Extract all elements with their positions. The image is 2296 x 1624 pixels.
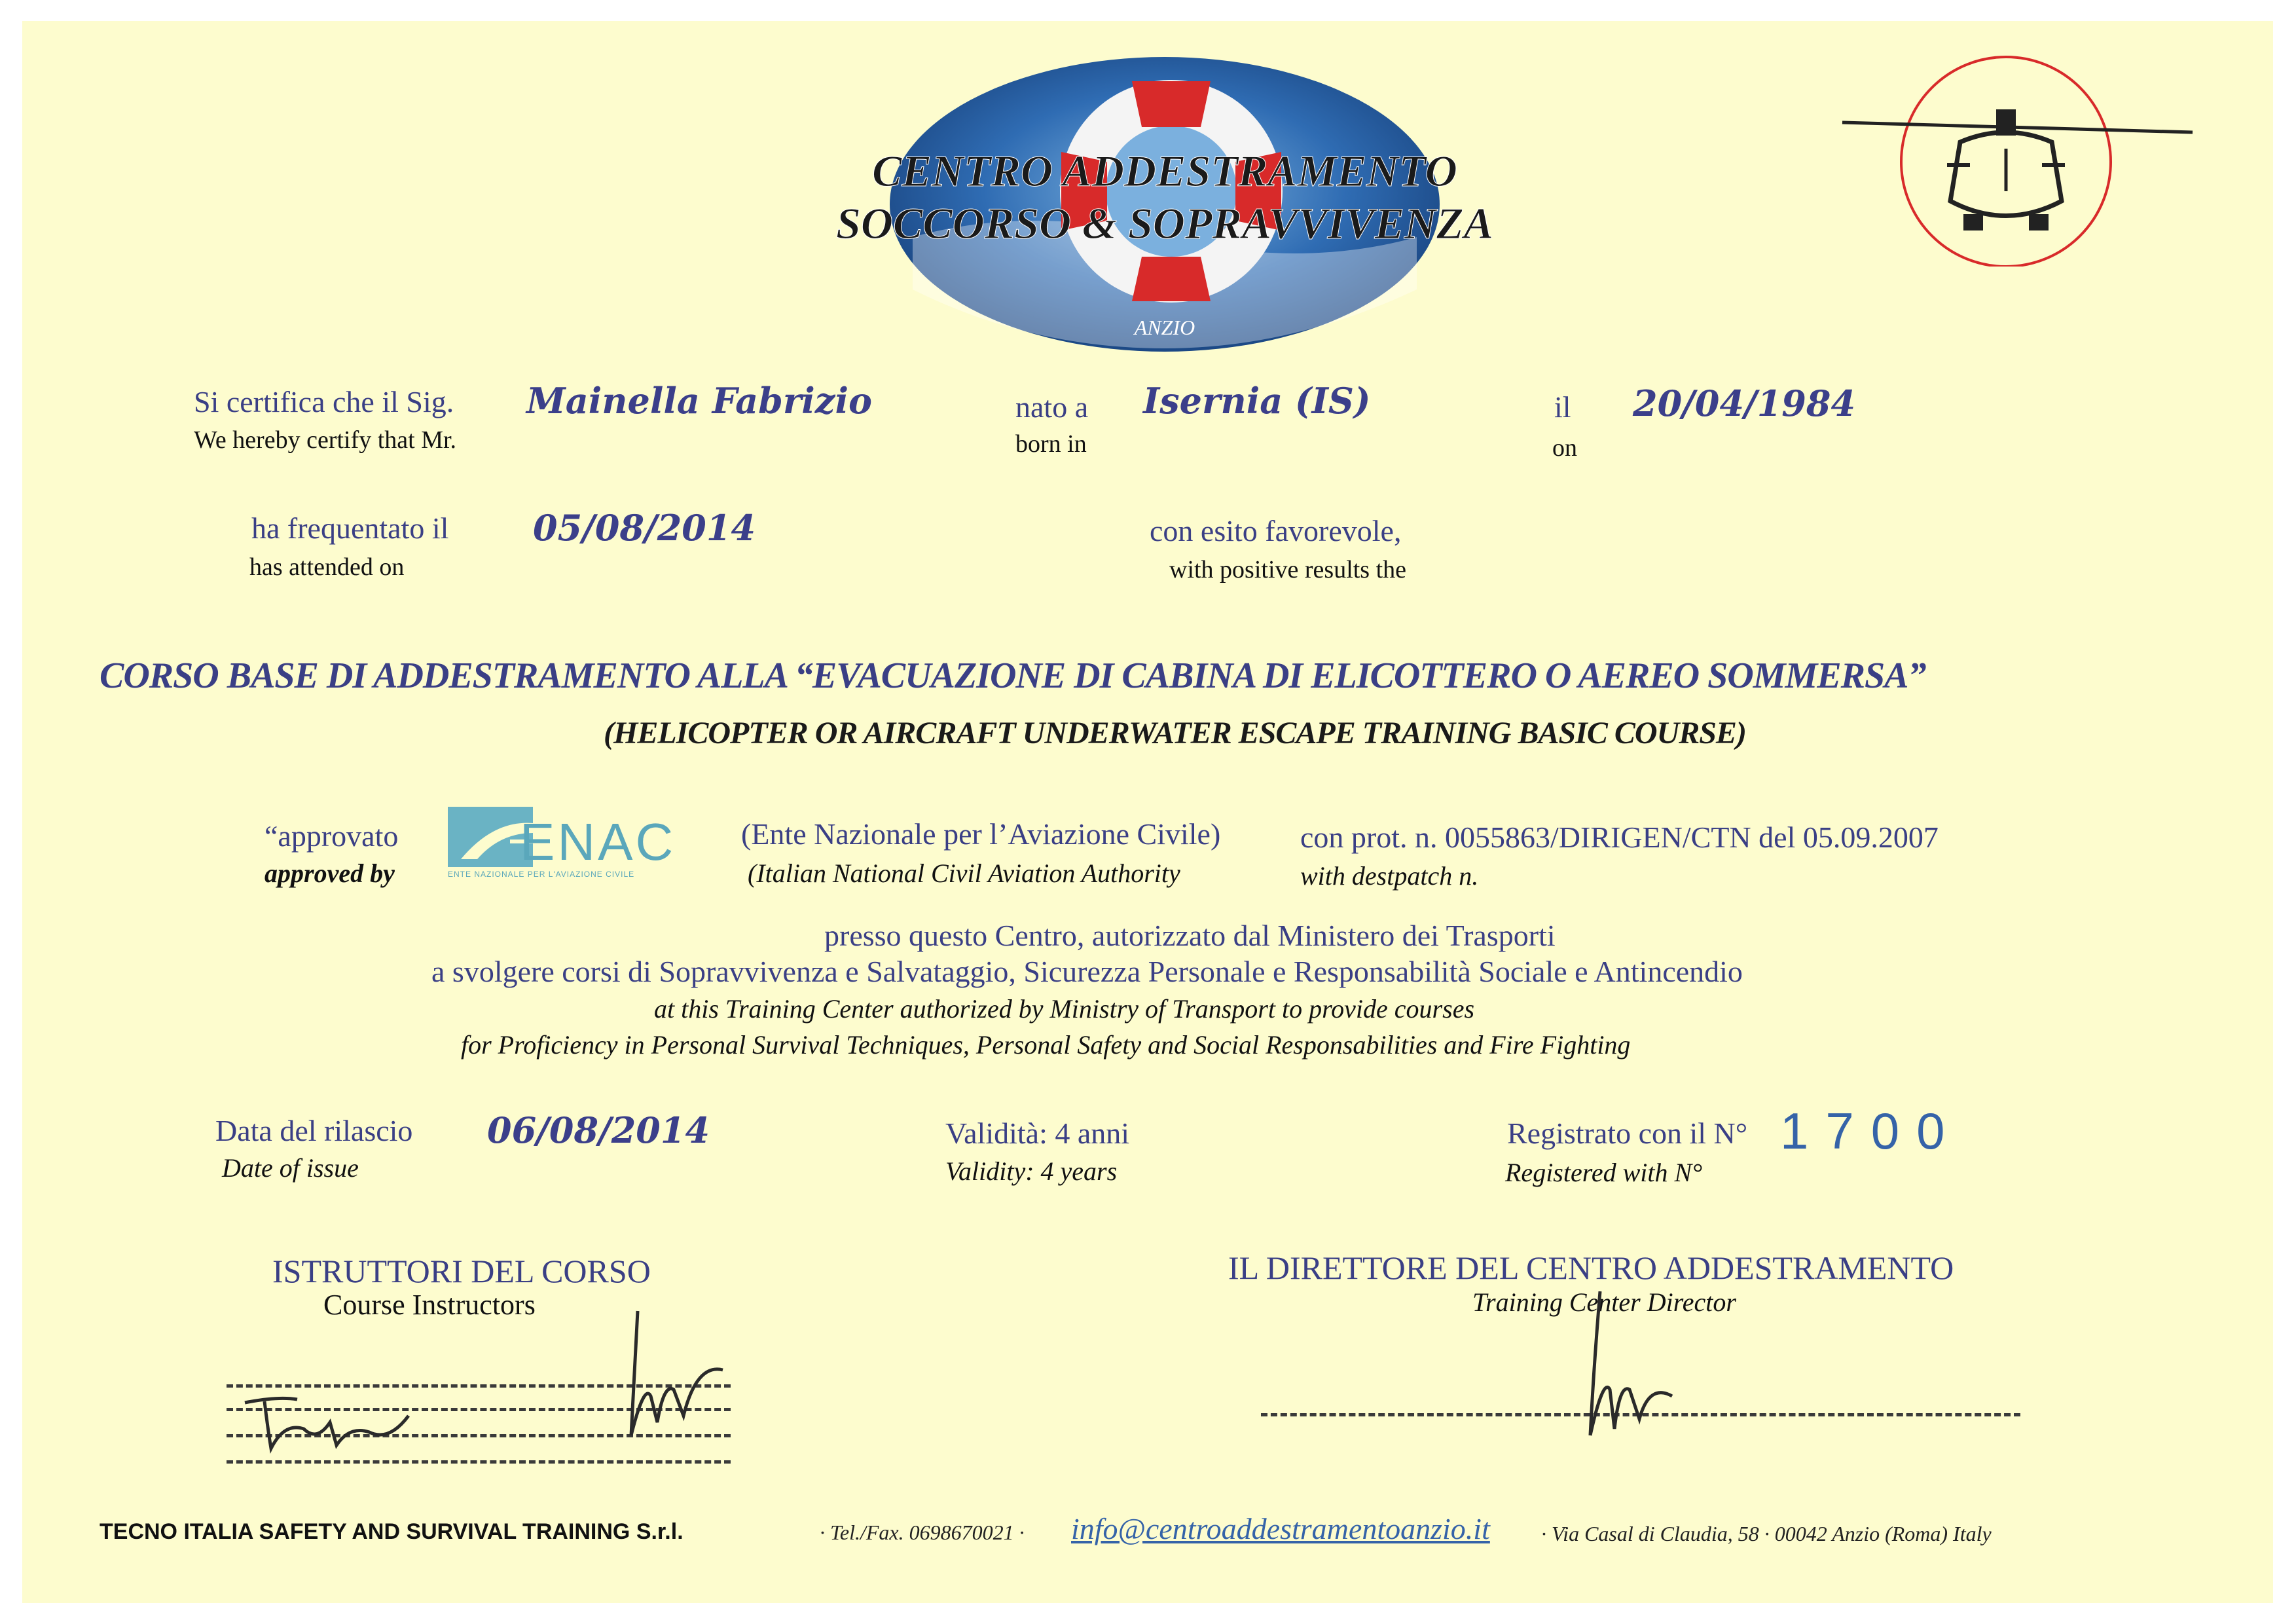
director-signature: [1574, 1291, 1705, 1449]
approved-label-en: approved by: [264, 858, 395, 888]
instructors-title-en: Course Instructors: [323, 1289, 536, 1321]
issue-date: 06/08/2014: [487, 1109, 710, 1151]
on-label-en: on: [1552, 434, 1577, 462]
validity-it: Validità: 4 anni: [945, 1116, 1130, 1150]
helicopter-icon: [1836, 50, 2202, 267]
authorization-line3: at this Training Center authorized by Ministry of Transport to provide courses: [654, 994, 1475, 1024]
on-label-it: il: [1554, 390, 1571, 424]
protocol-it: con prot. n. 0055863/DIRIGEN/CTN del 05.09.2007: [1300, 821, 1939, 854]
authority-en: (Italian National Civil Aviation Authority: [748, 858, 1180, 888]
director-title-en: Training Center Director: [1472, 1287, 1736, 1317]
attended-label-it: ha frequentato il: [251, 511, 449, 545]
holder-name: Mainella Fabrizio: [526, 380, 873, 422]
birthdate: 20/04/1984: [1633, 382, 1856, 424]
center-title-line2: SOCCORSO & SOPRAVVIVENZA: [836, 198, 1493, 248]
issue-label-it: Data del rilascio: [215, 1114, 413, 1147]
issue-label-en: Date of issue: [222, 1153, 359, 1183]
instructor-signature-2: [611, 1304, 742, 1449]
result-label-en: with positive results the: [1169, 556, 1407, 583]
born-label-it: nato a: [1015, 390, 1089, 424]
protocol-en: with destpatch n.: [1300, 861, 1479, 891]
attendance-date: 05/08/2014: [533, 507, 756, 549]
course-title-it: CORSO BASE DI ADDESTRAMENTO ALLA “EVACUAZIONE DI CABINA DI ELICOTTERO O AEREO SOMMERSA”: [100, 655, 1926, 696]
authorization-line1: presso questo Centro, autorizzato dal Ministero dei Trasporti: [824, 919, 1556, 952]
enac-logo: [448, 807, 716, 882]
center-title-line1: CENTRO ADDESTRAMENTO: [872, 146, 1457, 196]
instructor-signature-1: [238, 1383, 454, 1462]
footer-email-link[interactable]: info@centroaddestramentoanzio.it: [1071, 1512, 1490, 1545]
attended-label-en: has attended on: [249, 553, 405, 581]
authorization-line2: a svolgere corsi di Sopravvivenza e Salvataggio, Sicurezza Personale e Responsabilità Sociale e Antincendio: [431, 955, 1743, 988]
born-label-en: born in: [1015, 430, 1087, 458]
authority-it: (Ente Nazionale per l’Aviazione Civile): [741, 817, 1221, 851]
approved-label-it: “approvato: [264, 819, 399, 853]
footer-company: TECNO ITALIA SAFETY AND SURVIVAL TRAINING S.r.l.: [100, 1519, 683, 1544]
center-place: ANZIO: [1134, 316, 1195, 339]
certify-label-it: Si certifica che il Sig.: [194, 385, 454, 418]
certify-label-en: We hereby certify that Mr.: [194, 426, 457, 454]
registered-label-en: Registered with N°: [1505, 1158, 1703, 1187]
registered-label-it: Registrato con il N°: [1507, 1116, 1748, 1150]
director-title-it: IL DIRETTORE DEL CENTRO ADDESTRAMENTO: [1228, 1249, 1954, 1286]
result-label-it: con esito favorevole,: [1150, 514, 1402, 547]
instructors-title-it: ISTRUTTORI DEL CORSO: [272, 1253, 651, 1289]
center-logo: [834, 41, 1495, 381]
course-title-en: (HELICOPTER OR AIRCRAFT UNDERWATER ESCAPE TRAINING BASIC COURSE): [604, 716, 1746, 750]
enac-logo-subtext: ENTE NAZIONALE PER L'AVIAZIONE CIVILE: [448, 870, 635, 879]
helicopter-emblem: [1836, 50, 2202, 267]
authorization-line4: for Proficiency in Personal Survival Techniques, Personal Safety and Social Responsabilities and Fire Fighting: [461, 1030, 1631, 1060]
enac-logo-text: ENAC: [520, 813, 676, 871]
footer-address: · Via Casal di Claudia, 58 · 00042 Anzio (Roma) Italy: [1541, 1522, 1992, 1545]
registration-number: 1700: [1780, 1102, 1962, 1160]
birthplace: Isernia (IS): [1143, 380, 1371, 422]
certificate-page: [22, 21, 2273, 1603]
validity-en: Validity: 4 years: [945, 1156, 1118, 1186]
footer-phone: · Tel./Fax. 0698670021 ·: [820, 1521, 1025, 1544]
